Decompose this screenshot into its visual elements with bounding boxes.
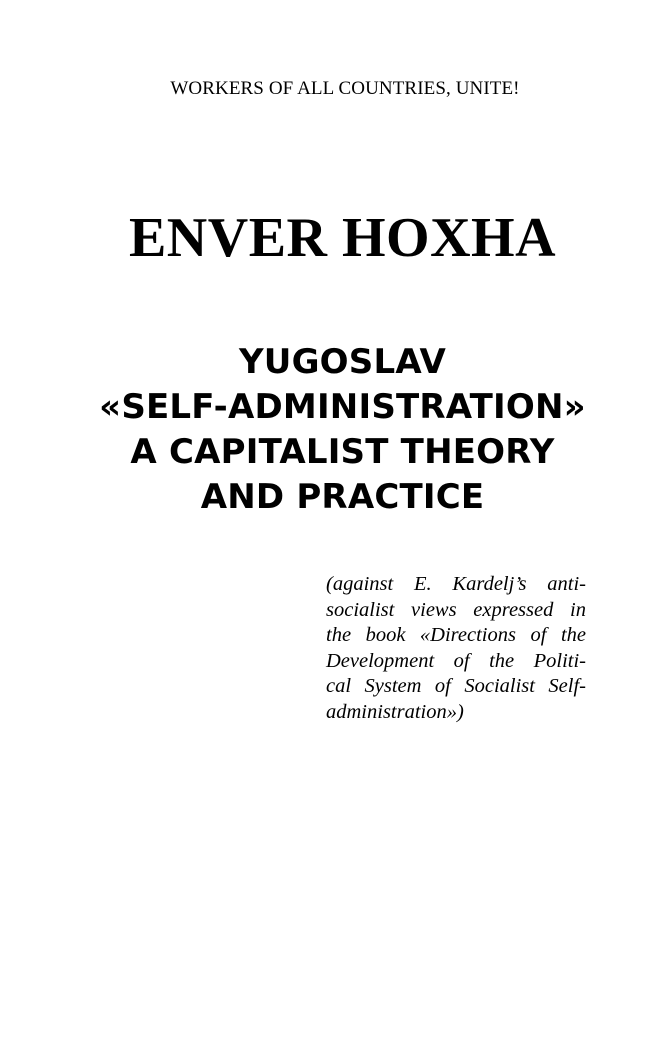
subtitle-line: Development of the Politi-	[326, 649, 586, 672]
subtitle-line: cal System of Socialist Self-	[326, 675, 586, 698]
book-title	[0, 340, 650, 520]
subtitle-line: administration»)	[326, 700, 464, 723]
title-line: A CAPITALIST THEORY	[130, 432, 555, 472]
motto: WORKERS OF ALL COUNTRIES, UNITE!	[170, 78, 520, 99]
subtitle-note	[326, 572, 586, 726]
subtitle-line: the book «Directions of the	[326, 624, 586, 647]
subtitle-line: socialist views expressed in	[326, 598, 586, 621]
title-line: AND PRACTICE	[200, 477, 485, 517]
subtitle-line: (against E. Kardelj’s anti-	[326, 573, 586, 595]
title-line: YUGOSLAV	[238, 342, 447, 382]
author-name: ENVER HOXHA	[128, 207, 557, 269]
title-line: «SELF-ADMINISTRATION»	[99, 387, 586, 427]
